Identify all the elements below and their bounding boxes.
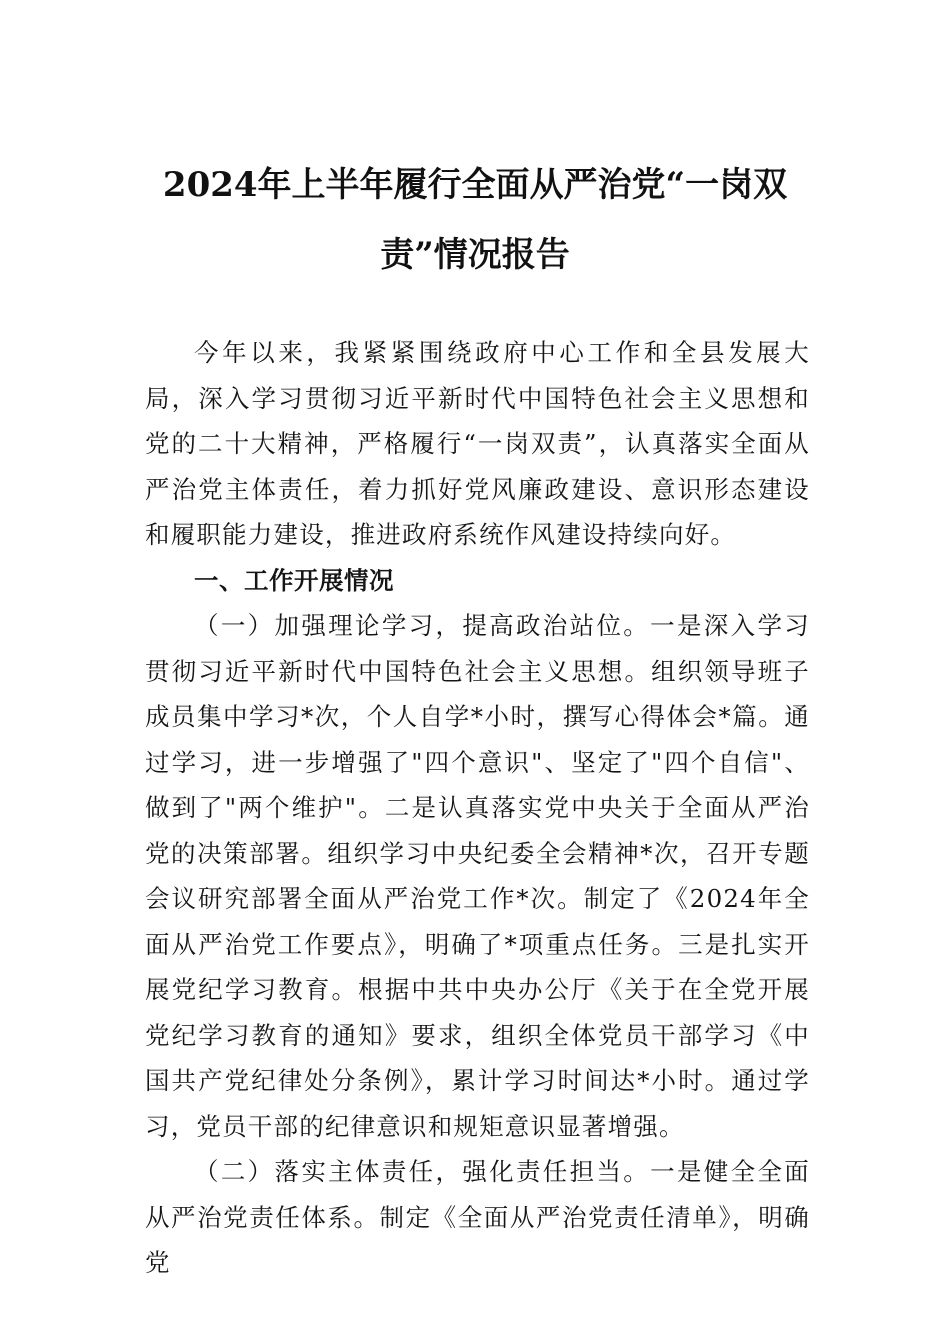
report-body bbox=[145, 330, 810, 1286]
paragraph-theory-study: （一）加强理论学习，提高政治站位。一是深入学习贯彻习近平新时代中国特色社会主义思想。组织领导班子成员集中学习*次，个人自学*小时，撰写心得体会*篇。通过学习，进一步增强了"四个意识"、坚定了"四个自信"、做到了"两个维护"。二是认真落实党中央关于全面从严治党的决策部署。组织学习中央纪委全会精神*次，召开专题会议研究部署全面从严治党工作*次。制定了《2024年全面从严治党工作要点》，明确了*项重点任务。三是扎实开展党纪学习教育。根据中共中央办公厅《关于在全党开展党纪学习教育的通知》要求，组织全体党员干部学习《中国共产党纪律处分条例》，累计学习时间达*小时。通过学习，党员干部的纪律意识和规矩意识显著增强。 bbox=[145, 611, 810, 1141]
intro-paragraph: 今年以来，我紧紧围绕政府中心工作和全县发展大局，深入学习贯彻习近平新时代中国特色社会主义思想和党的二十大精神，严格履行“一岗双责”，认真落实全面从严治党主体责任，着力抓好党风廉政建设、意识形态建设和履职能力建设，推进政府系统作风建设持续向好。 bbox=[145, 338, 810, 549]
paragraph-main-responsibility: （二）落实主体责任，强化责任担当。一是健全全面从严治党责任体系。制定《全面从严治党责任清单》，明确党 bbox=[145, 1157, 810, 1277]
section-heading-work-progress: 一、工作开展情况 bbox=[194, 565, 394, 595]
report-title-line-2: 责”情况报告 bbox=[380, 235, 570, 275]
report-title-line-1: 2024年上半年履行全面从严治党“一岗双 bbox=[162, 165, 788, 205]
